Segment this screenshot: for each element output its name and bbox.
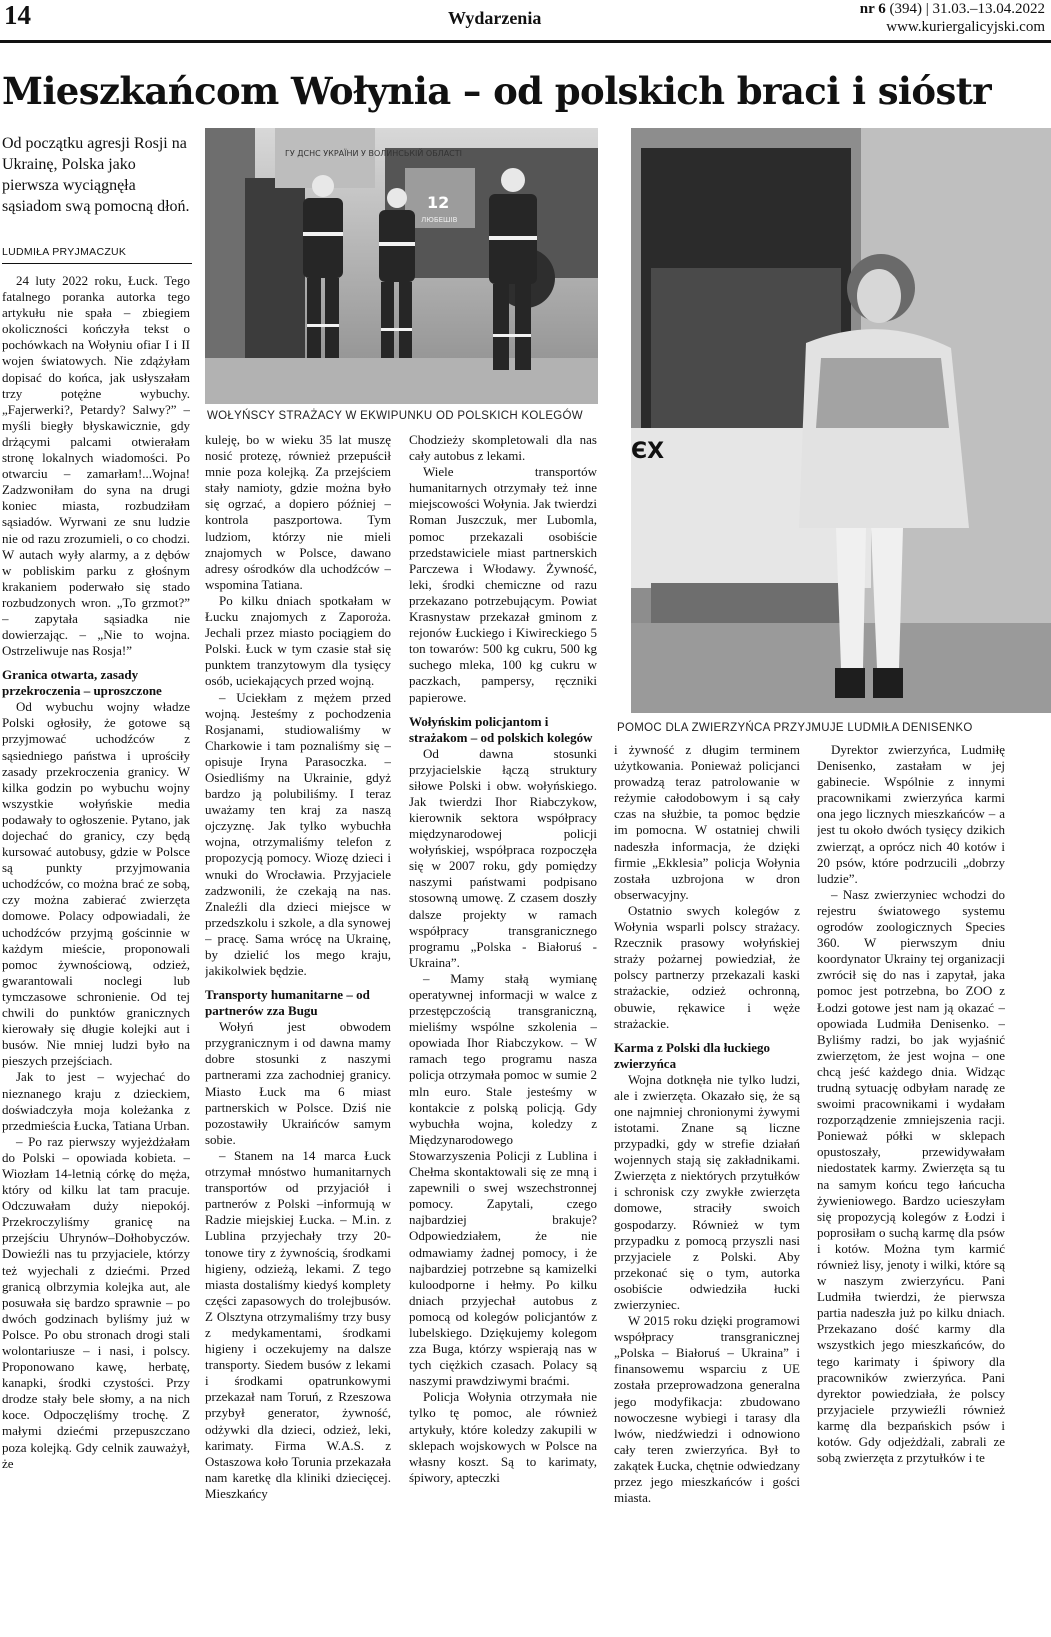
subheading: Granica otwarta, zasady przekroczenia – uproszczone — [2, 667, 162, 699]
text-column-2 — [205, 432, 391, 1637]
paragraph: i żywność z długim terminem użytkowania. Ponieważ policjanci prowadzą teraz patrolowanie w reżymie całodobowym i są cały czas na służbie, ta pomoc będzie im pomocna. W ostatniej chwili nadeszła informacja, że dzięki firmie „Ekklesia” policja Wołynia została uzbrojona w dron obserwacyjny. — [614, 742, 800, 902]
subheading: Karma z Polski dla łuckiego zwierzyńca — [614, 1039, 770, 1071]
paragraph: 24 luty 2022 roku, Łuck. Tego fatalnego poranka autorka tego artykułu nie spała – zbiegiem okoliczności kończyła tekst o pochówkach na Wołyniu ofiar I i II wojen światowych. Nie zdążyłam dopisać do końca, jak usłyszałam trzy potężne wybuchy. „Fajerwerki?, Petardy? Salwy?” – myśli biegły błyskawicznie, gdy drżącymi palcami otwierałam stronę lokalnych wiadomości. Po otwarciu – zamarłam!...Wojna! Zadzwoniłam do syna na drugi koniec miasta, rozbudziłam sąsiadów. Wyrwani ze snu ludzie nie od razu zrozumieli, o co chodzi. W autach wyły alarmy, a z dębów w pobliskim parku z głośnym krakaniem poderwało się stado rozbudzonych wron. „To grzmot?” – zapytała sąsiadka nie dowierzając. – „Nie to wojna. Ostrzeliwuje nas Rosja!” — [2, 273, 190, 659]
article-byline: LUDMIŁA PRYJMACZUK — [2, 246, 192, 264]
zoo-aid-photo — [631, 128, 1051, 713]
zoo-aid-caption: POMOC DLA ZWIERZYŃCA PRZYJMUJE LUDMIŁA DENISENKO — [617, 722, 973, 734]
paragraph: Chodzieży skompletowali dla nas cały autobus z lekami. — [409, 432, 597, 464]
text-column-5 — [817, 742, 1005, 1637]
section-title: Wydarzenia — [448, 8, 542, 28]
paragraph: Wołyń jest obwodem przygranicznym i od dawna mamy dobre stosunki z naszymi partnerami zza zachodniej granicy. Miasto Łuck ma 6 miast partnerskich w Polsce. Dziś nie pozostawiły Ukraińców samym sobie. — [205, 1019, 391, 1147]
issue-info — [785, 0, 1045, 36]
paragraph: – Nasz zwierzyniec wchodzi do rejestru światowego systemu ogrodów zoologicznych Species 360. W pierwszym dniu koordynator Ukrainy tej organizacji zwrócił się do nas i zapytał, jaka pomoc jest potrzebna, bo ZOO z Łodzi gotowe jest nam ją okazać – opowiada Ludmiła Denisenko. – Byliśmy radzi, bo jak wyjaśnić zwierzętom, że jest wojna – one chcą jeść każdego dnia. Widząc trudną sytuację odbyłam naradę ze swoimi pracownikami i wydałam rozporządzenie zmniejszenia racji. Ponieważ półki w sklepach opustoszały, przewidywałam niedostatek karmy. Zwierzęta są tu na samym końcu tego łańcucha żywieniowego. Bardzo ucieszyłam się propozycją kolegów z Łodzi i poprosiłam o suchą karmę dla psów i kotów. Można tym karmić również lisy, jenoty i wilki, które są w naszym zwierzyńcu. Pani Ludmiła twierdzi, że pierwsza partia nadeszła już po kilku dniach. Przekazano dość karmy dla wszystkich jego mieszkańców, do tego karimaty i śpiwory dla pracowników zwierzyńca. Pani dyrektor powiedziała, że polscy przyjaciele przywieźli również karmę dla bezpańskich psów i kotów. Gdy odjeżdżali, zabrali ze sobą zwierzęta z przytułków i te — [817, 886, 1005, 1466]
article-headline: Mieszkańcom Wołynia – od polskich braci i sióstr — [2, 69, 992, 113]
paragraph: Policja Wołynia otrzymała nie tylko tę pomoc, ale również artykuły, które koledzy zakupili w sklepach wojskowych w Polsce na własny koszt. Są to karimaty, śpiwory, apteczki — [409, 1389, 597, 1485]
paragraph: Po kilku dniach spotkałam w Łucku znajomych z Zaporoża. Jechali przez miasto pociągiem do Polski. Łuck w tym czasie stał się punktem tranzytowym dla tysięcy osób, uciekających przed wojną. — [205, 592, 391, 689]
issue-number: nr 6 — [859, 1, 886, 17]
page-number: 14 — [4, 0, 31, 30]
article-lead: Od początku agresji Rosji na Ukrainę, Polska jako pierwsza wyciągnęła sąsiadom swą pomocną dłoń. — [2, 135, 190, 215]
paragraph: Od dawna stosunki przyjacielskie łączą struktury siłowe Polski i obw. wołyńskiego. Jak twierdzi Ihor Riabczykow, kierownik sektora współpracy międzynarodowej policji wołyńskiej, współpraca rozpoczęła się w 2007 roku, gdy pomiędzy naszymi państwami podpisano stosowną umowę. Z czasem doszły dalsze projekty w ramach współpracy transgranicznego programu „Polska - Białoruś - Ukraina”. — [409, 745, 597, 970]
zoo-aid-illustration — [631, 128, 1051, 713]
paragraph: – Stanem na 14 marca Łuck otrzymał mnóstwo humanitarnych transportów od przyjaciół i partnerów z Polski –informują w Radzie miejskiej Łucka. – M.in. z Lublina przyjechały trzy 20-tonowe tiry z żywnością, środkami higieny, odzieżą, lekami. Z tego miasta dostaliśmy kiedyś komplety części zapasowych do trolejbusów. Z Olsztyna otrzymaliśmy trzy busy z medykamentami, środkami higieny i oczekujemy na dalsze transporty. Siedem busów z lekami i środkami opatrunkowymi przekazał nam Toruń, z Rzeszowa przybył generator, żywność, odżywki dla dzieci, odzież, leki, karimaty. Firma W.A.S. z Ostaszowa koło Torunia przekazała nam karetkę dla kliniki dziecięcej. Mieszkańcy — [205, 1147, 391, 1501]
paragraph: – Po raz pierwszy wyjeżdżałam do Polski – opowiada kobieta. –Wiozłam 14-letnią córkę do męża, który od kilku lat tam pracuje. Odczuwałam duży niepokój. Przekroczyliśmy granicę na przejściu Uhrynów–Dołhobyczów. Dowieźli nas tu przyjaciele, którzy też wyjechali z dziećmi. Przed granicą olbrzymia kolejka aut, ale posuwała się bardzo sprawnie – po dwóch godzinach byliśmy już w Polsce. Po obu stronach drogi stali wolontariusze – i nasi, i polscy. Proponowano kawę, herbatę, kanapki, środki czystości. Przy drodze stały bele słomy, a na nich koce. Odpoczęliśmy trochę. Z małymi dziećmi przepuszczano poza kolejką. Gdy celnik zauważył, że — [2, 1133, 190, 1471]
paragraph: – Uciekłam z mężem przed wojną. Jesteśmy z pochodzenia Rosjanami, studiowaliśmy w Charkowie i tam poznaliśmy się – opisuje Iryna Parasoczka. – Osiedliśmy na Ukrainie, gdyż bardzo ją polubiliśmy. I teraz uważamy ten kraj za naszą ojczyznę. Jak tylko wybuchła wojna, otrzymaliśmy telefon z propozycją pomocy. Wiozę dzieci i wnuki do Wrocławia. Przyjaciele zadzwonili, że czekają na nas. Znaleźli dla dzieci miejsce w przedszkolu i szkole, a dla synowej – pracę. Sama wrócę na Ukrainę, by dzielić los mego kraju, jakikolwiek będzie. — [205, 689, 391, 979]
text-column-3 — [409, 432, 597, 1637]
issue-detail: (394) | 31.03.–13.04.2022 — [885, 1, 1045, 17]
door-text: ЄХ — [631, 439, 665, 464]
truck-subtext: ЛЮБЕШІВ — [421, 216, 458, 224]
paragraph: Wiele transportów humanitarnych otrzymały też inne miejscowości Wołynia. Jak twierdzi Roman Juszczuk, mer Lubomla, pomoc przekazali osobiście przedstawiciele miast partnerskich Parczewa i Włodawy. Żywność, leki, środki chemiczne od razu przekazano potrzebującym. Powiat Krasnystaw przekazał gminom z rejonów Łuckiego i Kiwireckiego 5 ton towarów: 500 kg cukru, 500 kg suchego mleka, 100 kg cukru w paczkach, pampersy, ręczniki papierowe. — [409, 464, 597, 705]
truck-number-text: 12 — [427, 193, 450, 212]
paragraph: – Mamy stałą wymianę operatywnej informacji w walce z przestępczością transgraniczną, mieliśmy wspólne szkolenia – opowiada Ihor Riabczykow. – W ramach tego programu nasza policja otrzymała pomoc w sumie 2 mln euro. Stale jesteśmy w kontakcie z polską policją. Gdy wybuchła wojna, koledzy z Międzynarodowego Stowarzyszenia Policji z Lublina i Chełma skontaktowali się ze mną i zapewnili o swej wszechstronnej pomocy. Zapytali, czego najbardziej brakuje? Odpowiedziałem, że nie odmawiamy żadnej pomocy, i że najbardziej potrzebne są kamizelki kuloodporne i hełmy. Po kilku dniach przyjechał autobus z pomocą od kolegów policjantów z lubelskiego. Dziękujemy kolegom zza Buga, którzy wspierają nas w tych ciężkich czasach. Polacy są naszymi prawdziwymi braćmi. — [409, 970, 597, 1389]
website-link[interactable]: www.kuriergalicyjski.com — [886, 19, 1045, 35]
firefighters-caption: WOŁYŃSCY STRAŻACY W EKWIPUNKU OD POLSKICH KOLEGÓW — [207, 410, 583, 422]
paragraph: Ostatnio swych kolegów z Wołynia wsparli polscy strażacy. Rzecznik prasowy wołyńskiej straży pożarnej powiedział, że polscy partnerzy przekazali kaski strażackie, odzież ochronną, obuwie, rękawice i węże strażackie. — [614, 902, 800, 1031]
wall-sign-text: ГУ ДСНС УКРАЇНИ У ВОЛИНСЬКІЙ ОБЛАСТІ — [285, 149, 462, 158]
paragraph: Od wybuchu wojny władze Polski ogłosiły, że gotowe są przyjmować uchodźców z sąsiedniego państwa i uprościły zasady przekroczenia granicy. W kilka godzin po wybuchu wojny wszystkie wołyńskie media podawały to ogłoszenie. Pytano, jak dojechać do granicy, czy będą kursować autobusy, gdzie w Polsce są punkty przyjmowania uchodźców, co można brać ze sobą, czy można zabierać zwierzęta domowe. Polacy odpowiadali, że uchodźców przyjmą gościnnie w każdym mieście, proponowali pomoc żywnościową, odzież, gwarantowali noclegi lub tymczasowe schronienie. Od tej chwili do punktów granicznych kierowały się długie kolejki aut i busów. Nie mniej ludzi było na pieszych przejściach. — [2, 699, 190, 1069]
paragraph: Dyrektor zwierzyńca, Ludmiłę Denisenko, zastałam w jej gabinecie. Wspólnie z innymi pracownikami zwierzyńca karmi ona jego licznych mieszkańców – a jest tu około dwóch tysięcy dzikich zwierząt, a oprócz nich 40 kotów i 20 psów, które podrzucili „dobrzy ludzie”. — [817, 742, 1005, 886]
subheading: Transporty humanitarne – od partnerów zza Bugu — [205, 987, 370, 1019]
text-column-4 — [614, 742, 800, 1637]
paragraph: W 2015 roku dzięki programowi współpracy transgranicznej „Polska – Białoruś – Ukraina” i finansowemu wsparciu z UE została przeprowadzona generalna jego modyfikacja: zbudowano nowoczesne wybiegi i tarasy dla lwów, niedźwiedzi i odnowiono cały teren zwierzyńca. Był to zakątek Łucka, chętnie odwiedzany przez jego mieszkańców i gości miasta. — [614, 1313, 800, 1506]
subheading: Wołyńskim policjantom i strażakom – od polskich kolegów — [409, 713, 593, 745]
text-column-1 — [2, 273, 190, 1637]
paragraph: Wojna dotknęła nie tylko ludzi, ale i zwierzęta. Okazało się, że są one najmniej chronionymi żywymi istotami. Znane są liczne przypadki, gdy w strefie działań wojennych stają się zakładnikami. Zwierzęta z niektórych przytułków i schronisk czy zwykłe zwierzęta domowe, straciły swoich gospodarzy. Również w tym przypadku z pomocą przyszli nasi przyjaciele z Polski. Aby przekonać się o tym, autorka osobiście odwiedziła łucki zwierzyniec. — [614, 1071, 800, 1312]
paragraph: Jak to jest – wyjechać do nieznanego kraju z dzieckiem, doświadczyła moja koleżanka z przedmieścia Łucka, Tatiana Urban. — [2, 1069, 190, 1133]
header-rule — [0, 40, 1051, 43]
firefighters-illustration — [205, 128, 598, 404]
paragraph: kuleję, bo w wieku 35 lat muszę nosić protezę, również przepuścił mnie poza kolejką. Za przejściem stały namioty, gdzie można było się ogrzać, a dopiero później – kontrola paszportowa. Tym ludziom, którzy nie mieli znajomych w Polsce, dawano adresy ośrodków dla uchodźców – wspomina Tatiana. — [205, 432, 391, 592]
firefighters-photo — [205, 128, 598, 404]
